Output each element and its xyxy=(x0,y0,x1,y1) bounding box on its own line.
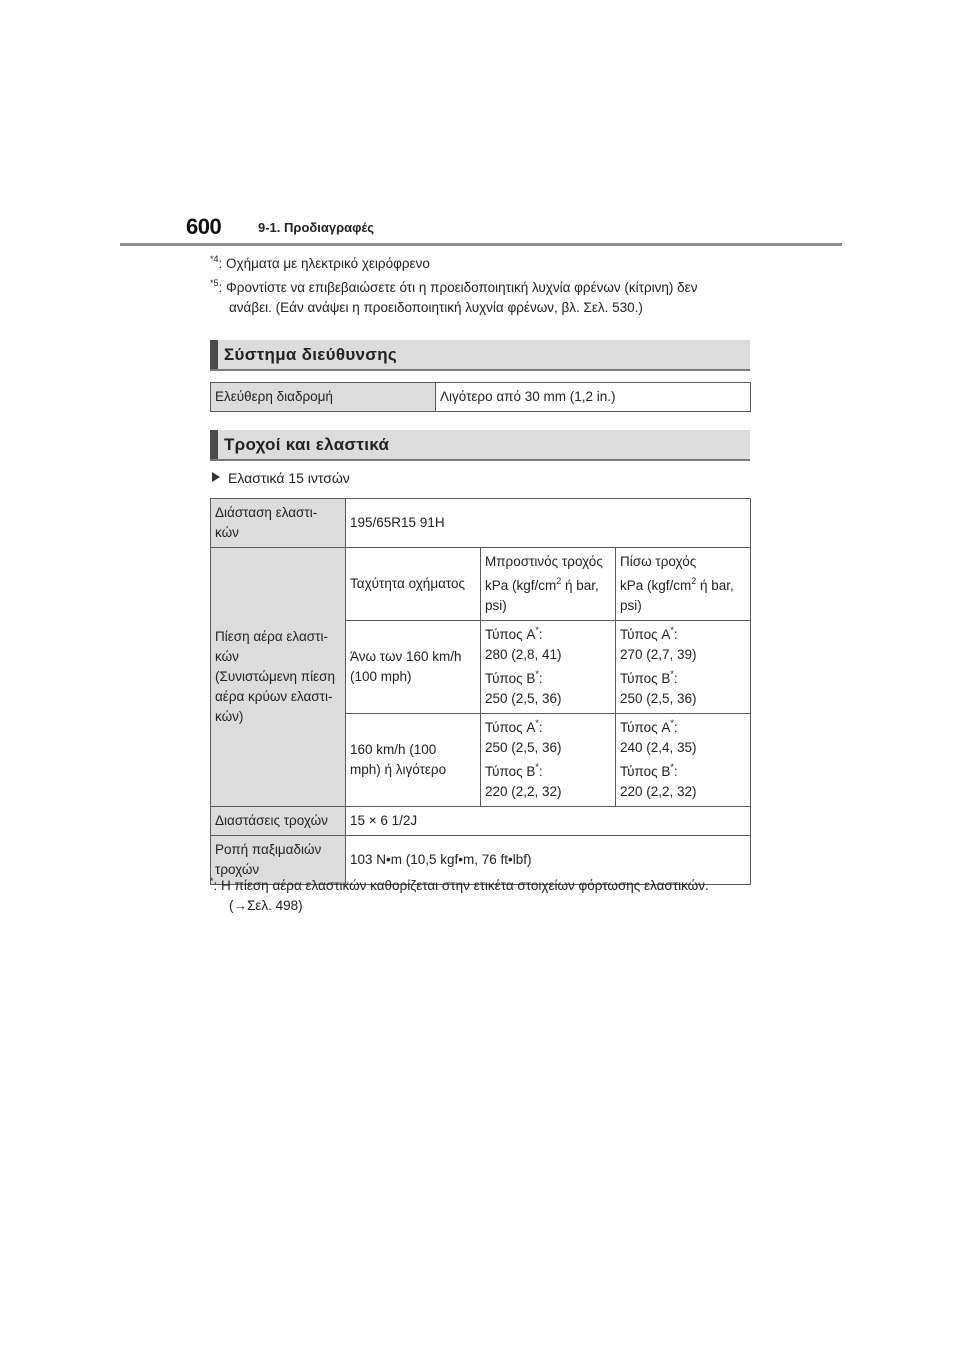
tire-table xyxy=(210,498,751,885)
type-a-label: Τύπος A xyxy=(485,627,536,642)
rear-unit: kPa ($kgf/cm^2$ ή bar, psi) xyxy=(620,576,734,613)
page-header xyxy=(0,0,960,250)
free-play-label: Ελεύθερη διαδρομή xyxy=(211,383,436,412)
wheels-heading xyxy=(210,430,750,461)
front-header: Μπροστινός τροχός xyxy=(485,554,603,569)
header-divider xyxy=(120,243,842,246)
steering-heading-text: Σύστημα διεύθυνσης xyxy=(224,345,398,364)
footnote-text: : Η πίεση αέρα ελαστικών καθορίζεται στην ετικέτα στοιχείων φόρτωσης ελαστικών. xyxy=(213,878,709,893)
type-a-value: 280 (2,8, 41) xyxy=(485,647,562,662)
footnote-marker: *4 xyxy=(210,254,219,264)
rear-pressure-cell: Τύπος A*: 240 (2,4, 35) Τύπος B*: 220 (2,2, 32) xyxy=(616,714,751,807)
type-b-label: Τύπος B xyxy=(485,671,536,686)
front-header-cell xyxy=(481,548,616,621)
heading-accent-bar xyxy=(210,430,218,459)
footnote-text-continued: ανάβει. (Εάν ανάψει η προειδοποιητική λυχνία φρένων, βλ. Σελ. 530.) xyxy=(229,300,643,315)
type-a-value: 270 (2,7, 39) xyxy=(620,647,697,662)
front-pressure-cell: Τύπος A*: 250 (2,5, 36) Τύπος B*: 220 (2,2, 32) xyxy=(481,714,616,807)
wheels-heading-text: Τροχοί και ελαστικά xyxy=(224,435,390,454)
rear-pressure-cell: Τύπος A*: 270 (2,7, 39) Τύπος B*: 250 (2,5, 36) xyxy=(616,621,751,714)
type-b-value: 220 (2,2, 32) xyxy=(620,784,697,799)
footnote-text: : Φροντίστε να επιβεβαιώσετε ότι η προειδοποιητική λυχνία φρένων (κίτρινη) δεν xyxy=(218,280,698,295)
lug-nut-torque-value: 103 N•m (10,5 kgf•m, 76 ft•lbf) xyxy=(346,836,751,885)
footnote-text: : Οχήματα με ηλεκτρικό χειρόφρενο xyxy=(218,256,430,271)
footnote-5 xyxy=(210,278,697,318)
footnote-4 xyxy=(210,254,430,274)
footnote-page-ref: (→Σελ. 498) xyxy=(229,898,303,913)
tire-subheading xyxy=(212,470,350,486)
tire-pressure-label: Πίεση αέρα ελαστι- κών (Συνιστώμενη πίεση αέρα κρύων ελαστι- κών) xyxy=(211,548,346,807)
tire-footnote xyxy=(210,876,709,916)
footnote-marker: * xyxy=(210,876,214,886)
type-b-value: 250 (2,5, 36) xyxy=(485,691,562,706)
rear-header-cell xyxy=(616,548,751,621)
type-b-label: Τύπος B xyxy=(485,764,536,779)
heading-accent-bar xyxy=(210,340,218,369)
table-row xyxy=(211,499,751,548)
steering-heading xyxy=(210,340,750,371)
tire-size-value: 195/65R15 91H xyxy=(346,499,751,548)
triangle-bullet-icon xyxy=(212,472,220,482)
type-a-value: 250 (2,5, 36) xyxy=(485,740,562,755)
speed-header: Ταχύτητα οχήματος xyxy=(346,548,481,621)
lug-nut-torque-label: Ροπή παξιμαδιών τροχών xyxy=(211,836,346,885)
page-number: 600 xyxy=(186,214,222,239)
type-a-value: 240 (2,4, 35) xyxy=(620,740,697,755)
rear-header: Πίσω τροχός xyxy=(620,554,697,569)
table-row xyxy=(211,548,751,621)
type-a-label: Τύπος A xyxy=(485,720,536,735)
type-b-label: Τύπος B xyxy=(620,671,671,686)
footnote-marker: *5 xyxy=(210,278,219,288)
wheel-size-label: Διαστάσεις τροχών xyxy=(211,807,346,836)
free-play-value: Λιγότερο από 30 mm (1,2 in.) xyxy=(436,383,751,412)
type-b-label: Τύπος B xyxy=(620,764,671,779)
table-row xyxy=(211,383,751,412)
type-a-label: Τύπος A xyxy=(620,720,671,735)
tire-subheading-text: Ελαστικά 15 ιντσών xyxy=(228,470,350,486)
type-b-value: 250 (2,5, 36) xyxy=(620,691,697,706)
wheel-size-value: 15 × 6 1/2J xyxy=(346,807,751,836)
table-row xyxy=(211,807,751,836)
speed-value: 160 km/h (100 mph) ή λιγότερο xyxy=(346,714,481,807)
steering-table xyxy=(210,382,751,412)
tire-size-label: Διάσταση ελαστι- κών xyxy=(211,499,346,548)
type-a-label: Τύπος A xyxy=(620,627,671,642)
front-unit: kPa ($kgf/cm^2$ ή bar, psi) xyxy=(485,576,599,613)
type-b-value: 220 (2,2, 32) xyxy=(485,784,562,799)
section-title: 9-1. Προδιαγραφές xyxy=(258,220,375,235)
front-pressure-cell: Τύπος A*: 280 (2,8, 41) Τύπος B*: 250 (2,5, 36) xyxy=(481,621,616,714)
speed-value: Άνω των 160 km/h (100 mph) xyxy=(346,621,481,714)
